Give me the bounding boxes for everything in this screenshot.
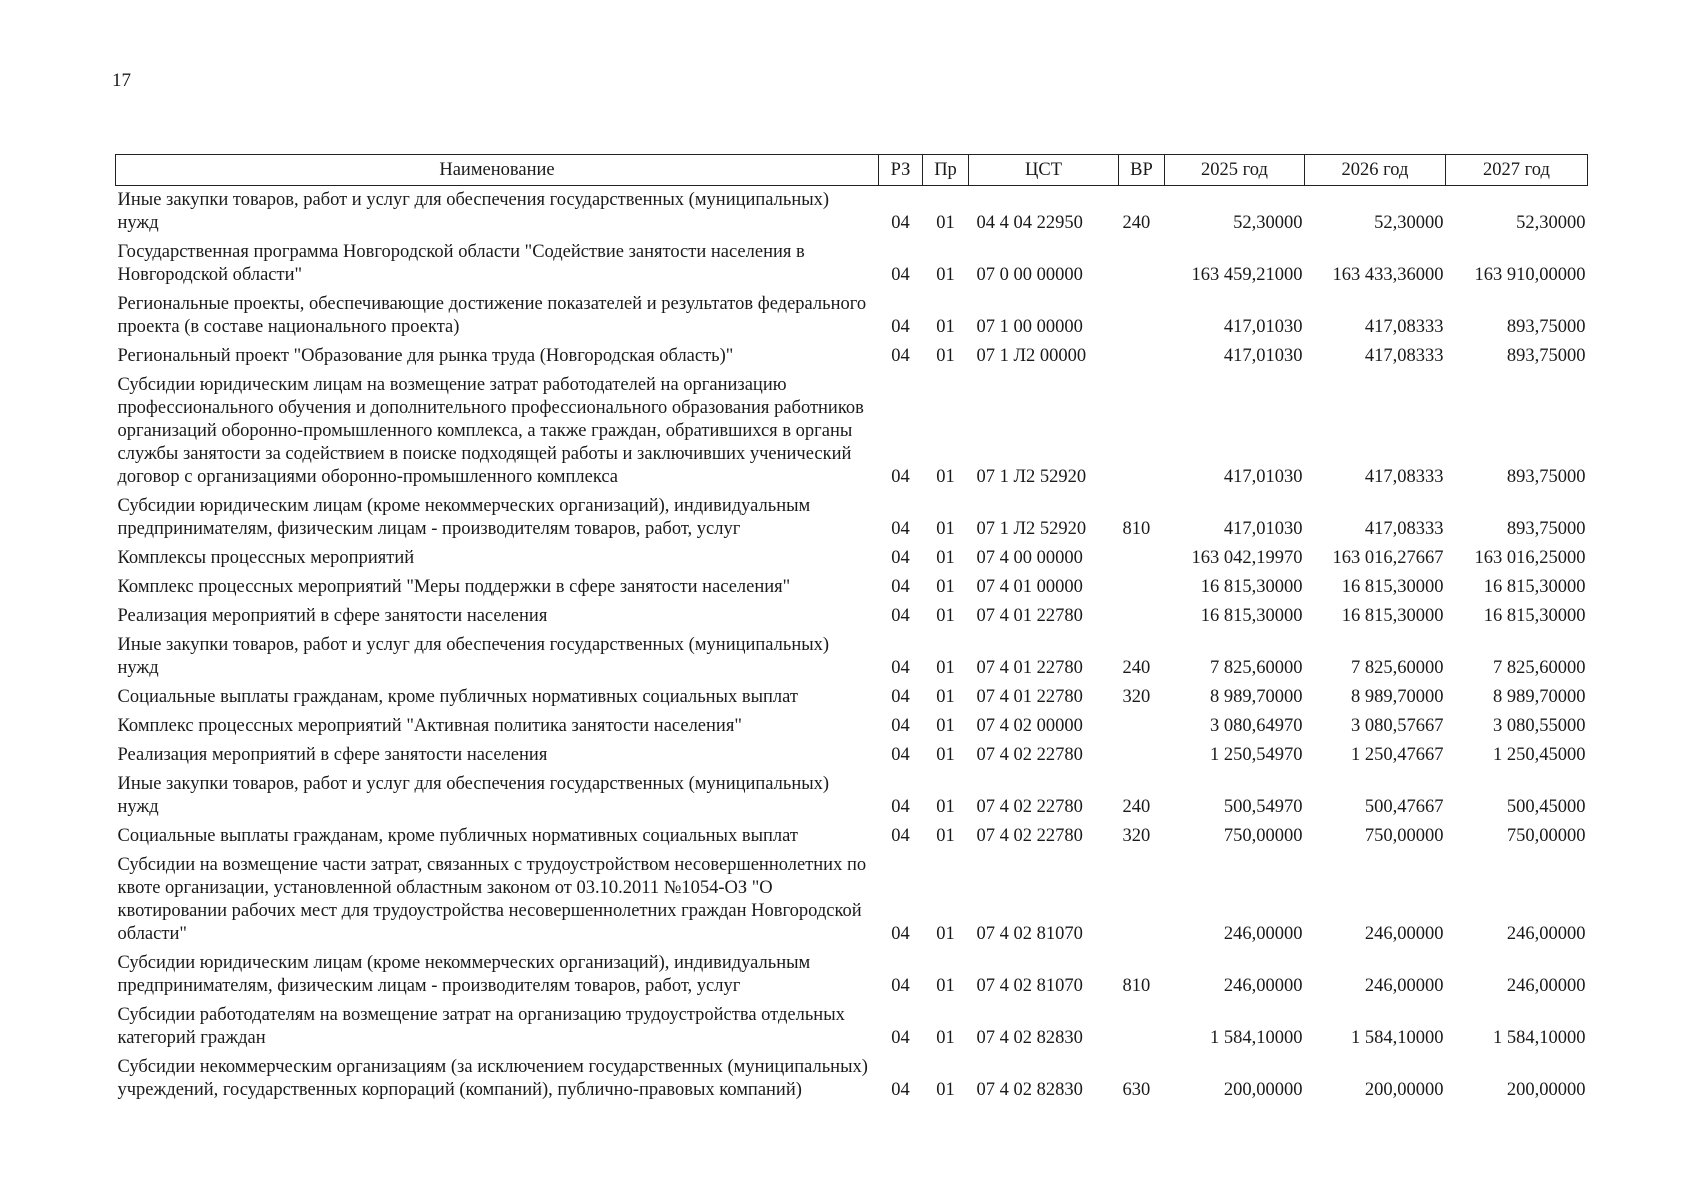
cell-name: Субсидии некоммерческим организациям (за исключением государственных (муниципальных) учреждений, государственных корпораций (компаний), публично-правовых компаний) (117, 1057, 868, 1100)
cell-2025: 1 250,54970 (1210, 745, 1303, 765)
cell-2025: 246,00000 (1223, 924, 1303, 944)
cell-2025: 3 080,64970 (1210, 716, 1303, 736)
table-row (116, 631, 1588, 683)
cell-2025: 417,01030 (1223, 317, 1303, 337)
cell-2027: 246,00000 (1506, 976, 1586, 996)
cell-name: Субсидии юридическим лицам на возмещение затрат работодателей на организацию профессионального обучения и дополнительного профессионального образования работников организаций оборонно-промышленного комплекса, а также граждан, обратившихся в органы службы занятости за содействием в поиске подходящей работы и заключивших ученический договор с организациями оборонно-промышленного комплекса (117, 375, 864, 487)
cell-cst: 07 4 02 22780 (976, 826, 1083, 846)
table-row (116, 573, 1588, 602)
cell-pr: 01 (936, 745, 955, 765)
cell-cst: 07 4 01 22780 (976, 658, 1083, 678)
table-row (116, 712, 1588, 741)
cell-2026: 8 989,70000 (1351, 687, 1444, 707)
cell-2025: 52,30000 (1233, 213, 1303, 233)
cell-2027: 3 080,55000 (1493, 716, 1586, 736)
cell-rz: 04 (891, 548, 910, 568)
cell-pr: 01 (936, 265, 955, 285)
cell-vr (1119, 342, 1165, 371)
cell-name: Региональные проекты, обеспечивающие достижение показателей и результатов федерального проекта (в составе национального проекта) (117, 294, 867, 337)
table-row (116, 602, 1588, 631)
header-2025: 2025 год (1165, 155, 1305, 186)
cell-cst: 07 1 Л2 52920 (976, 467, 1087, 487)
cell-2026: 417,08333 (1364, 346, 1444, 366)
cell-pr: 01 (936, 577, 955, 597)
cell-2026: 246,00000 (1364, 976, 1444, 996)
cell-rz: 04 (891, 213, 910, 233)
cell-pr: 01 (936, 1028, 955, 1048)
cell-2027: 163 016,25000 (1474, 548, 1586, 568)
cell-vr (1119, 371, 1165, 492)
cell-rz: 04 (891, 606, 910, 626)
cell-rz: 04 (891, 346, 910, 366)
cell-rz: 04 (891, 577, 910, 597)
cell-vr: 810 (1122, 976, 1151, 996)
cell-rz: 04 (891, 797, 910, 817)
cell-2025: 16 815,30000 (1200, 577, 1303, 597)
cell-pr: 01 (936, 467, 955, 487)
cell-2026: 750,00000 (1364, 826, 1444, 846)
cell-name: Иные закупки товаров, работ и услуг для обеспечения государственных (муниципальных) нужд (117, 190, 830, 233)
cell-name: Реализация мероприятий в сфере занятости населения (117, 745, 548, 765)
cell-rz: 04 (891, 976, 910, 996)
cell-2027: 200,00000 (1506, 1080, 1586, 1100)
cell-name: Региональный проект "Образование для рынка труда (Новгородская область)" (117, 346, 734, 366)
cell-2025: 417,01030 (1223, 467, 1303, 487)
cell-rz: 04 (891, 467, 910, 487)
cell-2026: 163 433,36000 (1332, 265, 1444, 285)
cell-rz: 04 (891, 658, 910, 678)
table-row (116, 1001, 1588, 1053)
budget-table (115, 154, 1588, 1105)
cell-cst: 07 4 02 22780 (976, 745, 1083, 765)
cell-2027: 246,00000 (1506, 924, 1586, 944)
cell-pr: 01 (936, 687, 955, 707)
header-pr: Пр (923, 155, 969, 186)
cell-rz: 04 (891, 265, 910, 285)
cell-pr: 01 (936, 548, 955, 568)
cell-pr: 01 (936, 826, 955, 846)
cell-pr: 01 (936, 976, 955, 996)
cell-pr: 01 (936, 658, 955, 678)
cell-name: Субсидии юридическим лицам (кроме некоммерческих организаций), индивидуальным предпринимателям, физическим лицам - производителям товаров, работ, услуг (117, 953, 811, 996)
cell-2026: 417,08333 (1364, 317, 1444, 337)
cell-vr: 630 (1122, 1080, 1151, 1100)
cell-2026: 16 815,30000 (1341, 577, 1444, 597)
cell-cst: 07 4 01 22780 (976, 687, 1083, 707)
header-cst: ЦСТ (969, 155, 1119, 186)
cell-2027: 893,75000 (1506, 519, 1586, 539)
cell-2026: 500,47667 (1364, 797, 1444, 817)
cell-rz: 04 (891, 519, 910, 539)
cell-2026: 16 815,30000 (1341, 606, 1444, 626)
cell-cst: 07 1 00 00000 (976, 317, 1083, 337)
cell-2027: 16 815,30000 (1483, 577, 1586, 597)
cell-pr: 01 (936, 606, 955, 626)
cell-name: Комплекс процессных мероприятий "Меры поддержки в сфере занятости населения" (117, 577, 791, 597)
cell-rz: 04 (891, 1080, 910, 1100)
table-row (116, 741, 1588, 770)
cell-2025: 417,01030 (1223, 519, 1303, 539)
cell-2025: 500,54970 (1223, 797, 1303, 817)
cell-pr: 01 (936, 346, 955, 366)
cell-pr: 01 (936, 1080, 955, 1100)
cell-pr: 01 (936, 924, 955, 944)
cell-2027: 7 825,60000 (1493, 658, 1586, 678)
cell-2025: 16 815,30000 (1200, 606, 1303, 626)
cell-cst: 07 4 00 00000 (976, 548, 1083, 568)
header-name: Наименование (116, 155, 879, 186)
table-row (116, 822, 1588, 851)
cell-vr (1119, 238, 1165, 290)
cell-2025: 417,01030 (1223, 346, 1303, 366)
cell-vr (1119, 544, 1165, 573)
cell-name: Государственная программа Новгородской области "Содействие занятости населения в Новгородской области" (117, 242, 805, 285)
cell-vr: 240 (1122, 658, 1151, 678)
table-body (116, 186, 1588, 1106)
cell-vr: 810 (1122, 519, 1151, 539)
cell-cst: 07 4 02 81070 (976, 924, 1083, 944)
cell-2027: 500,45000 (1506, 797, 1586, 817)
cell-2027: 1 250,45000 (1493, 745, 1586, 765)
cell-name: Субсидии на возмещение части затрат, связанных с трудоустройством несовершеннолетних по квоте организации, установленной областным законом от 03.10.2011 №1054-ОЗ "О квотировании рабочих мест для трудоустройства несовершеннолетних граждан Новгородской области" (117, 855, 867, 944)
cell-rz: 04 (891, 1028, 910, 1048)
cell-vr (1119, 851, 1165, 949)
cell-cst: 07 4 01 22780 (976, 606, 1083, 626)
cell-2027: 893,75000 (1506, 467, 1586, 487)
cell-2025: 1 584,10000 (1210, 1028, 1303, 1048)
cell-rz: 04 (891, 317, 910, 337)
cell-cst: 07 4 02 22780 (976, 797, 1083, 817)
cell-2027: 16 815,30000 (1483, 606, 1586, 626)
cell-2027: 8 989,70000 (1493, 687, 1586, 707)
cell-pr: 01 (936, 317, 955, 337)
cell-2026: 52,30000 (1374, 213, 1444, 233)
cell-2026: 417,08333 (1364, 519, 1444, 539)
cell-vr: 320 (1122, 687, 1151, 707)
cell-name: Социальные выплаты гражданам, кроме публичных нормативных социальных выплат (117, 687, 798, 707)
cell-2027: 163 910,00000 (1474, 265, 1586, 285)
page-number: 17 (112, 70, 131, 91)
cell-rz: 04 (891, 716, 910, 736)
cell-name: Субсидии работодателям на возмещение затрат на организацию трудоустройства отдельных категорий граждан (117, 1005, 845, 1048)
cell-2025: 200,00000 (1223, 1080, 1303, 1100)
cell-cst: 07 4 02 82830 (976, 1028, 1083, 1048)
table-row (116, 770, 1588, 822)
cell-cst: 07 4 02 82830 (976, 1080, 1083, 1100)
cell-name: Иные закупки товаров, работ и услуг для обеспечения государственных (муниципальных) нужд (117, 774, 830, 817)
cell-name: Реализация мероприятий в сфере занятости населения (117, 606, 548, 626)
cell-vr (1119, 573, 1165, 602)
cell-2027: 893,75000 (1506, 317, 1586, 337)
cell-cst: 07 4 02 81070 (976, 976, 1083, 996)
cell-2027: 750,00000 (1506, 826, 1586, 846)
cell-2027: 52,30000 (1516, 213, 1586, 233)
cell-cst: 07 4 02 00000 (976, 716, 1083, 736)
cell-vr (1119, 712, 1165, 741)
table-row (116, 371, 1588, 492)
table-row (116, 949, 1588, 1001)
cell-vr: 240 (1122, 213, 1151, 233)
table-row (116, 342, 1588, 371)
header-2026: 2026 год (1305, 155, 1446, 186)
cell-2026: 1 250,47667 (1351, 745, 1444, 765)
header-rz: РЗ (879, 155, 923, 186)
cell-pr: 01 (936, 519, 955, 539)
cell-pr: 01 (936, 716, 955, 736)
cell-2025: 163 042,19970 (1191, 548, 1303, 568)
cell-cst: 07 1 Л2 00000 (976, 346, 1087, 366)
cell-2025: 7 825,60000 (1210, 658, 1303, 678)
cell-2026: 246,00000 (1364, 924, 1444, 944)
cell-name: Комплексы процессных мероприятий (117, 548, 415, 568)
table-row (116, 544, 1588, 573)
cell-vr (1119, 290, 1165, 342)
cell-2026: 163 016,27667 (1332, 548, 1444, 568)
cell-name: Социальные выплаты гражданам, кроме публичных нормативных социальных выплат (117, 826, 798, 846)
cell-rz: 04 (891, 826, 910, 846)
cell-name: Комплекс процессных мероприятий "Активная политика занятости населения" (117, 716, 742, 736)
cell-vr (1119, 602, 1165, 631)
table-row (116, 238, 1588, 290)
cell-rz: 04 (891, 687, 910, 707)
cell-pr: 01 (936, 213, 955, 233)
cell-2026: 417,08333 (1364, 467, 1444, 487)
cell-cst: 07 1 Л2 52920 (976, 519, 1087, 539)
cell-2025: 163 459,21000 (1191, 265, 1303, 285)
table-row (116, 186, 1588, 239)
table-header (116, 155, 1588, 186)
cell-2025: 246,00000 (1223, 976, 1303, 996)
cell-2027: 893,75000 (1506, 346, 1586, 366)
table-row (116, 290, 1588, 342)
table-row (116, 683, 1588, 712)
cell-rz: 04 (891, 924, 910, 944)
table-row (116, 851, 1588, 949)
cell-rz: 04 (891, 745, 910, 765)
cell-2026: 200,00000 (1364, 1080, 1444, 1100)
table-row (116, 1053, 1588, 1105)
cell-2026: 3 080,57667 (1351, 716, 1444, 736)
cell-2026: 1 584,10000 (1351, 1028, 1444, 1048)
cell-vr: 320 (1122, 826, 1151, 846)
cell-cst: 04 4 04 22950 (976, 213, 1083, 233)
cell-2026: 7 825,60000 (1351, 658, 1444, 678)
cell-2025: 750,00000 (1223, 826, 1303, 846)
cell-2027: 1 584,10000 (1493, 1028, 1586, 1048)
cell-vr: 240 (1122, 797, 1151, 817)
cell-cst: 07 0 00 00000 (976, 265, 1083, 285)
cell-name: Субсидии юридическим лицам (кроме некоммерческих организаций), индивидуальным предпринимателям, физическим лицам - производителям товаров, работ, услуг (117, 496, 811, 539)
cell-2025: 8 989,70000 (1210, 687, 1303, 707)
header-2027: 2027 год (1446, 155, 1588, 186)
cell-vr (1119, 741, 1165, 770)
table-row (116, 492, 1588, 544)
cell-name: Иные закупки товаров, работ и услуг для обеспечения государственных (муниципальных) нужд (117, 635, 830, 678)
header-vr: ВР (1119, 155, 1165, 186)
cell-vr (1119, 1001, 1165, 1053)
cell-pr: 01 (936, 797, 955, 817)
cell-cst: 07 4 01 00000 (976, 577, 1083, 597)
